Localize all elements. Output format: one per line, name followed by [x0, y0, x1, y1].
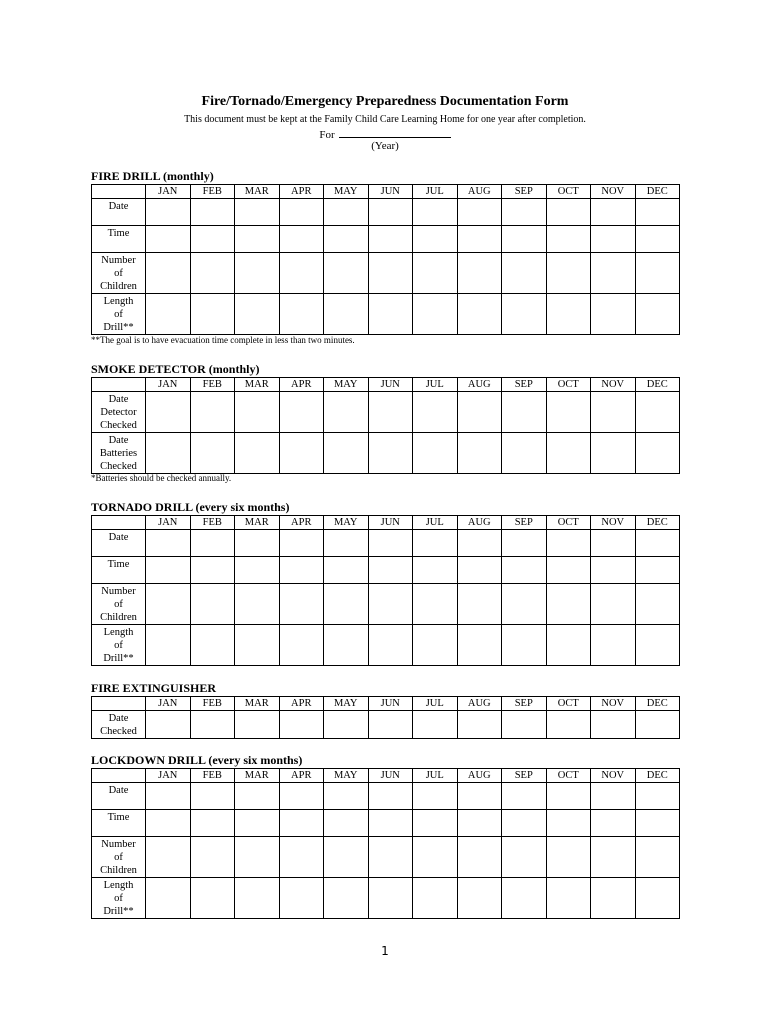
- month-header-oct: OCT: [546, 697, 591, 711]
- month-header-jun: JUN: [368, 185, 413, 199]
- month-header-sep: SEP: [502, 185, 547, 199]
- entry-cell-mar[interactable]: [235, 226, 280, 253]
- entry-cell-feb[interactable]: [190, 783, 235, 810]
- entry-cell-oct[interactable]: [546, 199, 591, 226]
- table-row: [92, 711, 680, 739]
- month-header-sep: SEP: [502, 769, 547, 783]
- entry-cell-aug[interactable]: [457, 392, 502, 433]
- entry-cell-apr[interactable]: [279, 837, 324, 878]
- entry-cell-dec[interactable]: [635, 783, 680, 810]
- entry-cell-sep[interactable]: [502, 199, 547, 226]
- entry-cell-oct[interactable]: [546, 226, 591, 253]
- entry-cell-nov[interactable]: [591, 294, 636, 335]
- entry-cell-dec[interactable]: [635, 711, 680, 739]
- year-label: (Year): [371, 140, 399, 152]
- entry-cell-jul[interactable]: [413, 433, 458, 474]
- entry-cell-dec[interactable]: [635, 253, 680, 294]
- entry-cell-aug[interactable]: [457, 625, 502, 666]
- entry-cell-jul[interactable]: [413, 557, 458, 584]
- month-header-sep: SEP: [502, 516, 547, 530]
- entry-cell-sep[interactable]: [502, 584, 547, 625]
- entry-cell-may[interactable]: [324, 711, 369, 739]
- entry-cell-nov[interactable]: [591, 253, 636, 294]
- entry-cell-nov[interactable]: [591, 199, 636, 226]
- entry-cell-apr[interactable]: [279, 711, 324, 739]
- entry-cell-oct[interactable]: [546, 392, 591, 433]
- for-year-line: [0, 127, 770, 141]
- month-header-aug: AUG: [457, 516, 502, 530]
- month-header-row: [92, 516, 680, 530]
- month-header-feb: FEB: [190, 185, 235, 199]
- entry-cell-jun[interactable]: [368, 253, 413, 294]
- entry-cell-aug[interactable]: [457, 557, 502, 584]
- month-header-jan: JAN: [146, 378, 191, 392]
- table-row: [92, 226, 680, 253]
- month-header-jul: JUL: [413, 769, 458, 783]
- entry-cell-dec[interactable]: [635, 584, 680, 625]
- month-header-dec: DEC: [635, 697, 680, 711]
- entry-cell-oct[interactable]: [546, 810, 591, 837]
- month-header-jul: JUL: [413, 378, 458, 392]
- month-header-may: MAY: [324, 516, 369, 530]
- entry-cell-feb[interactable]: [190, 433, 235, 474]
- month-header-feb: FEB: [190, 697, 235, 711]
- entry-cell-feb[interactable]: [190, 199, 235, 226]
- table-row: [92, 557, 680, 584]
- entry-cell-nov[interactable]: [591, 837, 636, 878]
- month-header-apr: APR: [279, 697, 324, 711]
- row-label: Time: [92, 557, 146, 584]
- month-header-row: [92, 769, 680, 783]
- entry-cell-oct[interactable]: [546, 711, 591, 739]
- month-header-jun: JUN: [368, 516, 413, 530]
- entry-cell-apr[interactable]: [279, 392, 324, 433]
- entry-cell-mar[interactable]: [235, 433, 280, 474]
- month-header-aug: AUG: [457, 378, 502, 392]
- month-header-apr: APR: [279, 185, 324, 199]
- tornado-drill-title: TORNADO DRILL (every six months): [91, 500, 290, 514]
- month-header-jun: JUN: [368, 697, 413, 711]
- entry-cell-jan[interactable]: [146, 711, 191, 739]
- entry-cell-nov[interactable]: [591, 584, 636, 625]
- header-corner-cell: [92, 516, 146, 530]
- fire-extinguisher-table: [91, 696, 680, 739]
- month-header-apr: APR: [279, 769, 324, 783]
- entry-cell-apr[interactable]: [279, 253, 324, 294]
- entry-cell-sep[interactable]: [502, 433, 547, 474]
- month-header-mar: MAR: [235, 185, 280, 199]
- entry-cell-jul[interactable]: [413, 253, 458, 294]
- row-label: Number of Children: [92, 253, 146, 294]
- entry-cell-mar[interactable]: [235, 199, 280, 226]
- entry-cell-apr[interactable]: [279, 226, 324, 253]
- month-header-jun: JUN: [368, 769, 413, 783]
- entry-cell-may[interactable]: [324, 294, 369, 335]
- tornado-drill-table: [91, 515, 680, 666]
- entry-cell-nov[interactable]: [591, 433, 636, 474]
- entry-cell-jun[interactable]: [368, 837, 413, 878]
- table-row: [92, 530, 680, 557]
- entry-cell-nov[interactable]: [591, 810, 636, 837]
- entry-cell-aug[interactable]: [457, 530, 502, 557]
- entry-cell-mar[interactable]: [235, 625, 280, 666]
- entry-cell-dec[interactable]: [635, 392, 680, 433]
- entry-cell-may[interactable]: [324, 226, 369, 253]
- month-header-feb: FEB: [190, 769, 235, 783]
- entry-cell-jan[interactable]: [146, 253, 191, 294]
- entry-cell-jan[interactable]: [146, 625, 191, 666]
- entry-cell-jan[interactable]: [146, 584, 191, 625]
- entry-cell-oct[interactable]: [546, 557, 591, 584]
- entry-cell-mar[interactable]: [235, 711, 280, 739]
- entry-cell-apr[interactable]: [279, 530, 324, 557]
- entry-cell-feb[interactable]: [190, 392, 235, 433]
- entry-cell-apr[interactable]: [279, 783, 324, 810]
- month-header-nov: NOV: [591, 516, 636, 530]
- entry-cell-aug[interactable]: [457, 783, 502, 810]
- entry-cell-oct[interactable]: [546, 433, 591, 474]
- entry-cell-mar[interactable]: [235, 878, 280, 919]
- table-row: [92, 294, 680, 335]
- entry-cell-dec[interactable]: [635, 294, 680, 335]
- entry-cell-mar[interactable]: [235, 253, 280, 294]
- entry-cell-jul[interactable]: [413, 711, 458, 739]
- entry-cell-jun[interactable]: [368, 530, 413, 557]
- entry-cell-feb[interactable]: [190, 711, 235, 739]
- month-header-jun: JUN: [368, 378, 413, 392]
- row-label: Time: [92, 810, 146, 837]
- entry-cell-aug[interactable]: [457, 878, 502, 919]
- entry-cell-apr[interactable]: [279, 625, 324, 666]
- entry-cell-jan[interactable]: [146, 810, 191, 837]
- fire-extinguisher-title: FIRE EXTINGUISHER: [91, 681, 217, 695]
- entry-cell-sep[interactable]: [502, 392, 547, 433]
- month-header-sep: SEP: [502, 378, 547, 392]
- entry-cell-dec[interactable]: [635, 199, 680, 226]
- entry-cell-nov[interactable]: [591, 783, 636, 810]
- month-header-mar: MAR: [235, 697, 280, 711]
- entry-cell-sep[interactable]: [502, 253, 547, 294]
- entry-cell-mar[interactable]: [235, 294, 280, 335]
- lockdown-drill-table: [91, 768, 680, 919]
- entry-cell-oct[interactable]: [546, 878, 591, 919]
- entry-cell-jun[interactable]: [368, 294, 413, 335]
- entry-cell-apr[interactable]: [279, 294, 324, 335]
- entry-cell-jun[interactable]: [368, 557, 413, 584]
- table-row: [92, 199, 680, 226]
- year-blank-field[interactable]: [339, 127, 451, 138]
- month-header-oct: OCT: [546, 378, 591, 392]
- month-header-nov: NOV: [591, 185, 636, 199]
- entry-cell-apr[interactable]: [279, 199, 324, 226]
- entry-cell-may[interactable]: [324, 253, 369, 294]
- entry-cell-sep[interactable]: [502, 810, 547, 837]
- entry-cell-oct[interactable]: [546, 530, 591, 557]
- row-label: Length of Drill**: [92, 294, 146, 335]
- month-header-nov: NOV: [591, 378, 636, 392]
- month-header-apr: APR: [279, 516, 324, 530]
- entry-cell-feb[interactable]: [190, 530, 235, 557]
- entry-cell-oct[interactable]: [546, 253, 591, 294]
- entry-cell-aug[interactable]: [457, 837, 502, 878]
- entry-cell-sep[interactable]: [502, 837, 547, 878]
- month-header-row: [92, 697, 680, 711]
- entry-cell-jun[interactable]: [368, 392, 413, 433]
- row-label: Date: [92, 530, 146, 557]
- entry-cell-jul[interactable]: [413, 294, 458, 335]
- entry-cell-apr[interactable]: [279, 810, 324, 837]
- smoke-detector-title: SMOKE DETECTOR (monthly): [91, 362, 260, 376]
- month-header-oct: OCT: [546, 516, 591, 530]
- month-header-aug: AUG: [457, 769, 502, 783]
- month-header-mar: MAR: [235, 516, 280, 530]
- month-header-mar: MAR: [235, 769, 280, 783]
- row-label: Date: [92, 783, 146, 810]
- entry-cell-oct[interactable]: [546, 837, 591, 878]
- entry-cell-feb[interactable]: [190, 810, 235, 837]
- month-header-dec: DEC: [635, 516, 680, 530]
- month-header-sep: SEP: [502, 697, 547, 711]
- entry-cell-mar[interactable]: [235, 584, 280, 625]
- entry-cell-jul[interactable]: [413, 625, 458, 666]
- entry-cell-may[interactable]: [324, 530, 369, 557]
- entry-cell-aug[interactable]: [457, 584, 502, 625]
- entry-cell-may[interactable]: [324, 584, 369, 625]
- table-row: [92, 810, 680, 837]
- entry-cell-mar[interactable]: [235, 557, 280, 584]
- month-header-jan: JAN: [146, 185, 191, 199]
- month-header-dec: DEC: [635, 769, 680, 783]
- entry-cell-sep[interactable]: [502, 625, 547, 666]
- header-corner-cell: [92, 378, 146, 392]
- month-header-row: [92, 185, 680, 199]
- entry-cell-feb[interactable]: [190, 253, 235, 294]
- entry-cell-feb[interactable]: [190, 878, 235, 919]
- entry-cell-sep[interactable]: [502, 530, 547, 557]
- row-label: Number of Children: [92, 837, 146, 878]
- smoke-detector-note: *Batteries should be checked annually.: [91, 473, 232, 483]
- entry-cell-nov[interactable]: [591, 557, 636, 584]
- entry-cell-jan[interactable]: [146, 557, 191, 584]
- entry-cell-sep[interactable]: [502, 294, 547, 335]
- entry-cell-jun[interactable]: [368, 783, 413, 810]
- entry-cell-may[interactable]: [324, 392, 369, 433]
- entry-cell-may[interactable]: [324, 625, 369, 666]
- entry-cell-dec[interactable]: [635, 433, 680, 474]
- entry-cell-dec[interactable]: [635, 810, 680, 837]
- row-label: Length of Drill**: [92, 625, 146, 666]
- entry-cell-dec[interactable]: [635, 557, 680, 584]
- entry-cell-jul[interactable]: [413, 226, 458, 253]
- entry-cell-jan[interactable]: [146, 294, 191, 335]
- entry-cell-oct[interactable]: [546, 783, 591, 810]
- entry-cell-jan[interactable]: [146, 199, 191, 226]
- month-header-dec: DEC: [635, 185, 680, 199]
- entry-cell-mar[interactable]: [235, 783, 280, 810]
- page-number: 1: [381, 944, 389, 958]
- entry-cell-jul[interactable]: [413, 530, 458, 557]
- table-row: [92, 433, 680, 474]
- month-header-dec: DEC: [635, 378, 680, 392]
- month-header-may: MAY: [324, 697, 369, 711]
- entry-cell-jan[interactable]: [146, 878, 191, 919]
- entry-cell-feb[interactable]: [190, 584, 235, 625]
- row-label: Length of Drill**: [92, 878, 146, 919]
- entry-cell-jan[interactable]: [146, 837, 191, 878]
- entry-cell-jun[interactable]: [368, 226, 413, 253]
- entry-cell-sep[interactable]: [502, 226, 547, 253]
- entry-cell-apr[interactable]: [279, 878, 324, 919]
- entry-cell-dec[interactable]: [635, 530, 680, 557]
- month-header-aug: AUG: [457, 185, 502, 199]
- form-subtitle: This document must be kept at the Family Child Care Learning Home for one year after completion.: [184, 114, 586, 125]
- row-label: Time: [92, 226, 146, 253]
- entry-cell-oct[interactable]: [546, 584, 591, 625]
- table-row: [92, 783, 680, 810]
- entry-cell-sep[interactable]: [502, 557, 547, 584]
- header-corner-cell: [92, 697, 146, 711]
- entry-cell-feb[interactable]: [190, 625, 235, 666]
- entry-cell-dec[interactable]: [635, 226, 680, 253]
- entry-cell-dec[interactable]: [635, 837, 680, 878]
- fire-drill-table: [91, 184, 680, 335]
- month-header-jul: JUL: [413, 185, 458, 199]
- entry-cell-mar[interactable]: [235, 810, 280, 837]
- entry-cell-jul[interactable]: [413, 837, 458, 878]
- month-header-apr: APR: [279, 378, 324, 392]
- month-header-jul: JUL: [413, 697, 458, 711]
- entry-cell-oct[interactable]: [546, 625, 591, 666]
- entry-cell-nov[interactable]: [591, 530, 636, 557]
- entry-cell-feb[interactable]: [190, 294, 235, 335]
- month-header-oct: OCT: [546, 769, 591, 783]
- header-corner-cell: [92, 769, 146, 783]
- entry-cell-may[interactable]: [324, 433, 369, 474]
- month-header-may: MAY: [324, 378, 369, 392]
- entry-cell-jul[interactable]: [413, 878, 458, 919]
- table-row: [92, 625, 680, 666]
- table-row: [92, 392, 680, 433]
- month-header-oct: OCT: [546, 185, 591, 199]
- row-label: Date Batteries Checked: [92, 433, 146, 474]
- month-header-nov: NOV: [591, 769, 636, 783]
- month-header-jan: JAN: [146, 516, 191, 530]
- entry-cell-jun[interactable]: [368, 711, 413, 739]
- month-header-feb: FEB: [190, 516, 235, 530]
- entry-cell-jul[interactable]: [413, 199, 458, 226]
- entry-cell-nov[interactable]: [591, 711, 636, 739]
- table-row: [92, 878, 680, 919]
- entry-cell-feb[interactable]: [190, 226, 235, 253]
- entry-cell-jan[interactable]: [146, 783, 191, 810]
- month-header-aug: AUG: [457, 697, 502, 711]
- month-header-may: MAY: [324, 185, 369, 199]
- entry-cell-dec[interactable]: [635, 878, 680, 919]
- entry-cell-aug[interactable]: [457, 433, 502, 474]
- smoke-detector-table: [91, 377, 680, 474]
- month-header-feb: FEB: [190, 378, 235, 392]
- month-header-mar: MAR: [235, 378, 280, 392]
- entry-cell-feb[interactable]: [190, 837, 235, 878]
- entry-cell-sep[interactable]: [502, 878, 547, 919]
- entry-cell-jul[interactable]: [413, 783, 458, 810]
- header-corner-cell: [92, 185, 146, 199]
- entry-cell-apr[interactable]: [279, 433, 324, 474]
- month-header-may: MAY: [324, 769, 369, 783]
- fire-drill-note: **The goal is to have evacuation time complete in less than two minutes.: [91, 335, 355, 345]
- entry-cell-aug[interactable]: [457, 711, 502, 739]
- entry-cell-jul[interactable]: [413, 392, 458, 433]
- entry-cell-nov[interactable]: [591, 226, 636, 253]
- row-label: Date Checked: [92, 711, 146, 739]
- entry-cell-oct[interactable]: [546, 294, 591, 335]
- entry-cell-aug[interactable]: [457, 294, 502, 335]
- entry-cell-aug[interactable]: [457, 226, 502, 253]
- month-header-jan: JAN: [146, 697, 191, 711]
- entry-cell-nov[interactable]: [591, 625, 636, 666]
- entry-cell-jul[interactable]: [413, 810, 458, 837]
- month-header-jul: JUL: [413, 516, 458, 530]
- entry-cell-may[interactable]: [324, 878, 369, 919]
- entry-cell-jan[interactable]: [146, 530, 191, 557]
- row-label: Date Detector Checked: [92, 392, 146, 433]
- lockdown-drill-title: LOCKDOWN DRILL (every six months): [91, 753, 303, 767]
- entry-cell-feb[interactable]: [190, 557, 235, 584]
- entry-cell-jun[interactable]: [368, 433, 413, 474]
- entry-cell-may[interactable]: [324, 810, 369, 837]
- entry-cell-jan[interactable]: [146, 433, 191, 474]
- entry-cell-jun[interactable]: [368, 584, 413, 625]
- entry-cell-dec[interactable]: [635, 625, 680, 666]
- entry-cell-mar[interactable]: [235, 837, 280, 878]
- month-header-row: [92, 378, 680, 392]
- entry-cell-jun[interactable]: [368, 625, 413, 666]
- entry-cell-aug[interactable]: [457, 253, 502, 294]
- form-title: Fire/Tornado/Emergency Preparedness Documentation Form: [201, 94, 569, 109]
- entry-cell-sep[interactable]: [502, 783, 547, 810]
- row-label: Date: [92, 199, 146, 226]
- entry-cell-jan[interactable]: [146, 392, 191, 433]
- entry-cell-may[interactable]: [324, 199, 369, 226]
- entry-cell-may[interactable]: [324, 557, 369, 584]
- fire-drill-title: FIRE DRILL (monthly): [91, 169, 214, 183]
- entry-cell-mar[interactable]: [235, 392, 280, 433]
- row-label: Number of Children: [92, 584, 146, 625]
- table-row: [92, 253, 680, 294]
- entry-cell-aug[interactable]: [457, 810, 502, 837]
- entry-cell-apr[interactable]: [279, 584, 324, 625]
- table-row: [92, 837, 680, 878]
- entry-cell-nov[interactable]: [591, 392, 636, 433]
- month-header-nov: NOV: [591, 697, 636, 711]
- entry-cell-aug[interactable]: [457, 199, 502, 226]
- entry-cell-apr[interactable]: [279, 557, 324, 584]
- entry-cell-nov[interactable]: [591, 878, 636, 919]
- entry-cell-jun[interactable]: [368, 199, 413, 226]
- entry-cell-jun[interactable]: [368, 878, 413, 919]
- entry-cell-jul[interactable]: [413, 584, 458, 625]
- entry-cell-jan[interactable]: [146, 226, 191, 253]
- month-header-jan: JAN: [146, 769, 191, 783]
- entry-cell-may[interactable]: [324, 837, 369, 878]
- for-label: For: [319, 129, 335, 141]
- entry-cell-jun[interactable]: [368, 810, 413, 837]
- table-row: [92, 584, 680, 625]
- entry-cell-mar[interactable]: [235, 530, 280, 557]
- entry-cell-may[interactable]: [324, 783, 369, 810]
- entry-cell-sep[interactable]: [502, 711, 547, 739]
